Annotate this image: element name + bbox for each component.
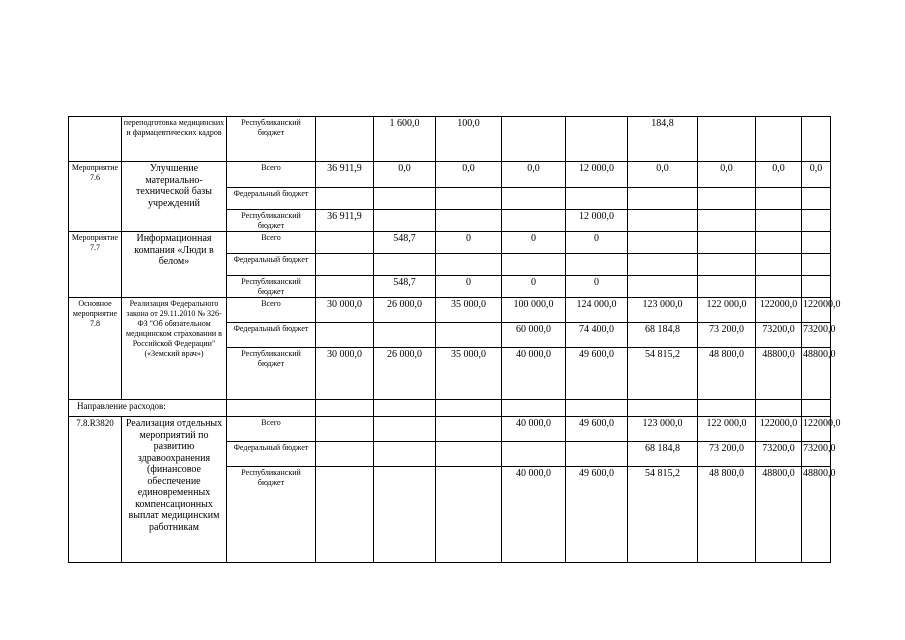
- cell-source: Республиканский бюджет: [227, 467, 316, 563]
- cell-value: [566, 400, 628, 417]
- cell-value: 0: [436, 276, 502, 298]
- cell-value: [566, 188, 628, 210]
- cell-code: [69, 117, 122, 162]
- cell-value: 100 000,0: [502, 298, 566, 323]
- cell-value: 73200,0: [756, 442, 802, 467]
- direction-label: Направление расходов:: [69, 400, 227, 417]
- cell-value: [802, 254, 831, 276]
- cell-value: 0: [566, 276, 628, 298]
- cell-name: переподготовка медицинских и фармацевтических кадров: [122, 117, 227, 162]
- cell-value: [436, 254, 502, 276]
- cell-value: [698, 276, 756, 298]
- cell-value: [502, 188, 566, 210]
- cell-value: [802, 188, 831, 210]
- cell-value: [802, 400, 831, 417]
- cell-value: 123 000,0: [628, 417, 698, 442]
- cell-value: 0,0: [698, 162, 756, 188]
- cell-value: [316, 417, 374, 442]
- cell-value: [316, 323, 374, 348]
- cell-name: Улучшение материально-технической базы учреждений: [122, 162, 227, 232]
- cell-value: 122000,0: [802, 417, 831, 442]
- cell-value: [374, 467, 436, 563]
- cell-value: [374, 400, 436, 417]
- cell-value: 30 000,0: [316, 298, 374, 323]
- cell-value: [316, 188, 374, 210]
- cell-source: Всего: [227, 232, 316, 254]
- cell-value: 0,0: [436, 162, 502, 188]
- cell-value: 68 184,8: [628, 323, 698, 348]
- cell-value: 0,0: [802, 162, 831, 188]
- cell-value: [374, 442, 436, 467]
- table-row: [69, 417, 831, 442]
- cell-value: [316, 400, 374, 417]
- cell-value: [802, 210, 831, 232]
- cell-source: Всего: [227, 298, 316, 323]
- cell-value: [756, 117, 802, 162]
- cell-source: Федеральный бюджет: [227, 254, 316, 276]
- cell-value: 12 000,0: [566, 210, 628, 232]
- cell-value: 73200,0: [802, 323, 831, 348]
- cell-value: [698, 117, 756, 162]
- cell-value: [698, 232, 756, 254]
- cell-value: 0,0: [502, 162, 566, 188]
- cell-value: 12 000,0: [566, 162, 628, 188]
- cell-value: [628, 254, 698, 276]
- cell-value: 0: [502, 232, 566, 254]
- cell-value: [756, 232, 802, 254]
- cell-value: [316, 276, 374, 298]
- cell-value: 122 000,0: [698, 298, 756, 323]
- cell-value: 40 000,0: [502, 467, 566, 563]
- cell-value: [316, 232, 374, 254]
- cell-value: 0,0: [756, 162, 802, 188]
- cell-value: 48800,0: [802, 467, 831, 563]
- cell-value: 0,0: [628, 162, 698, 188]
- cell-value: [374, 210, 436, 232]
- cell-value: [374, 323, 436, 348]
- cell-value: 122000,0: [802, 298, 831, 323]
- cell-name: Реализация отдельных мероприятий по развитию здравоохранения (финансовое обеспечение единовременных компенсационных выплат медицинским работникам: [122, 417, 227, 563]
- cell-value: [436, 417, 502, 442]
- cell-value: [802, 117, 831, 162]
- cell-value: 0,0: [374, 162, 436, 188]
- cell-value: 548,7: [374, 232, 436, 254]
- cell-value: [628, 188, 698, 210]
- cell-value: [502, 442, 566, 467]
- cell-source: Всего: [227, 162, 316, 188]
- cell-value: 73200,0: [756, 323, 802, 348]
- cell-code: 7.8.R3820: [69, 417, 122, 563]
- table-row: [69, 162, 831, 188]
- cell-value: 40 000,0: [502, 417, 566, 442]
- cell-value: 548,7: [374, 276, 436, 298]
- cell-value: 123 000,0: [628, 298, 698, 323]
- cell-value: [436, 323, 502, 348]
- cell-value: 49 600,0: [566, 348, 628, 400]
- cell-value: [316, 117, 374, 162]
- cell-value: [374, 417, 436, 442]
- cell-value: [756, 276, 802, 298]
- cell-value: 0: [436, 232, 502, 254]
- cell-code: Мероприятие 7.6: [69, 162, 122, 232]
- cell-value: 40 000,0: [502, 348, 566, 400]
- cell-value: [436, 188, 502, 210]
- cell-value: 0: [566, 232, 628, 254]
- cell-code: Мероприятие 7.7: [69, 232, 122, 298]
- table-row: [69, 298, 831, 323]
- cell-value: [756, 254, 802, 276]
- cell-source: [227, 400, 316, 417]
- cell-source: Федеральный бюджет: [227, 188, 316, 210]
- cell-source: Республиканский бюджет: [227, 210, 316, 232]
- cell-value: 74 400,0: [566, 323, 628, 348]
- cell-value: 30 000,0: [316, 348, 374, 400]
- cell-value: [316, 254, 374, 276]
- cell-value: [698, 210, 756, 232]
- cell-value: [316, 467, 374, 563]
- cell-value: [436, 210, 502, 232]
- cell-source: Федеральный бюджет: [227, 442, 316, 467]
- cell-value: [628, 210, 698, 232]
- budget-table: [68, 116, 841, 563]
- cell-value: [802, 276, 831, 298]
- table-row: [69, 400, 831, 417]
- cell-value: 48 800,0: [698, 467, 756, 563]
- cell-source: Всего: [227, 417, 316, 442]
- cell-value: [436, 442, 502, 467]
- cell-value: 124 000,0: [566, 298, 628, 323]
- cell-value: 0: [502, 276, 566, 298]
- cell-value: [436, 400, 502, 417]
- cell-source: Федеральный бюджет: [227, 323, 316, 348]
- cell-value: [502, 254, 566, 276]
- cell-value: [566, 117, 628, 162]
- cell-value: [436, 467, 502, 563]
- cell-value: 48 800,0: [698, 348, 756, 400]
- cell-value: 35 000,0: [436, 348, 502, 400]
- cell-source: Республиканский бюджет: [227, 117, 316, 162]
- cell-value: [502, 117, 566, 162]
- cell-value: 54 815,2: [628, 467, 698, 563]
- cell-code: Основное мероприятие 7.8: [69, 298, 122, 400]
- cell-value: [698, 188, 756, 210]
- cell-value: [756, 210, 802, 232]
- cell-source: Республиканский бюджет: [227, 348, 316, 400]
- cell-value: 122000,0: [756, 298, 802, 323]
- cell-value: [566, 254, 628, 276]
- table-row: [69, 232, 831, 254]
- cell-value: 100,0: [436, 117, 502, 162]
- cell-value: 49 600,0: [566, 467, 628, 563]
- cell-value: 48800,0: [756, 348, 802, 400]
- cell-value: 184,8: [628, 117, 698, 162]
- cell-value: 48800,0: [756, 467, 802, 563]
- cell-value: 122000,0: [756, 417, 802, 442]
- cell-value: 26 000,0: [374, 298, 436, 323]
- cell-value: 35 000,0: [436, 298, 502, 323]
- cell-name: Реализация Федерального закона от 29.11.2010 № 326-ФЗ "Об обязательном медицинском страховании в Российской Федерации" («Земский врач»): [122, 298, 227, 400]
- cell-value: 60 000,0: [502, 323, 566, 348]
- cell-value: [628, 232, 698, 254]
- cell-name: Информационная компания «Люди в белом»: [122, 232, 227, 298]
- cell-value: [628, 400, 698, 417]
- cell-value: [698, 400, 756, 417]
- cell-value: 122 000,0: [698, 417, 756, 442]
- cell-value: [316, 442, 374, 467]
- cell-value: [502, 210, 566, 232]
- cell-value: 1 600,0: [374, 117, 436, 162]
- cell-value: 73200,0: [802, 442, 831, 467]
- cell-value: [566, 442, 628, 467]
- cell-value: [374, 254, 436, 276]
- cell-source: Республиканский бюджет: [227, 276, 316, 298]
- cell-value: 49 600,0: [566, 417, 628, 442]
- cell-value: [628, 276, 698, 298]
- cell-value: [698, 254, 756, 276]
- cell-value: 26 000,0: [374, 348, 436, 400]
- cell-value: [756, 188, 802, 210]
- cell-value: [374, 188, 436, 210]
- cell-value: 73 200,0: [698, 323, 756, 348]
- cell-value: 36 911,9: [316, 210, 374, 232]
- cell-value: 68 184,8: [628, 442, 698, 467]
- cell-value: 36 911,9: [316, 162, 374, 188]
- cell-value: 48800,0: [802, 348, 831, 400]
- cell-value: [802, 232, 831, 254]
- table-row: [69, 117, 831, 162]
- cell-value: 73 200,0: [698, 442, 756, 467]
- cell-value: [756, 400, 802, 417]
- cell-value: 54 815,2: [628, 348, 698, 400]
- cell-value: [502, 400, 566, 417]
